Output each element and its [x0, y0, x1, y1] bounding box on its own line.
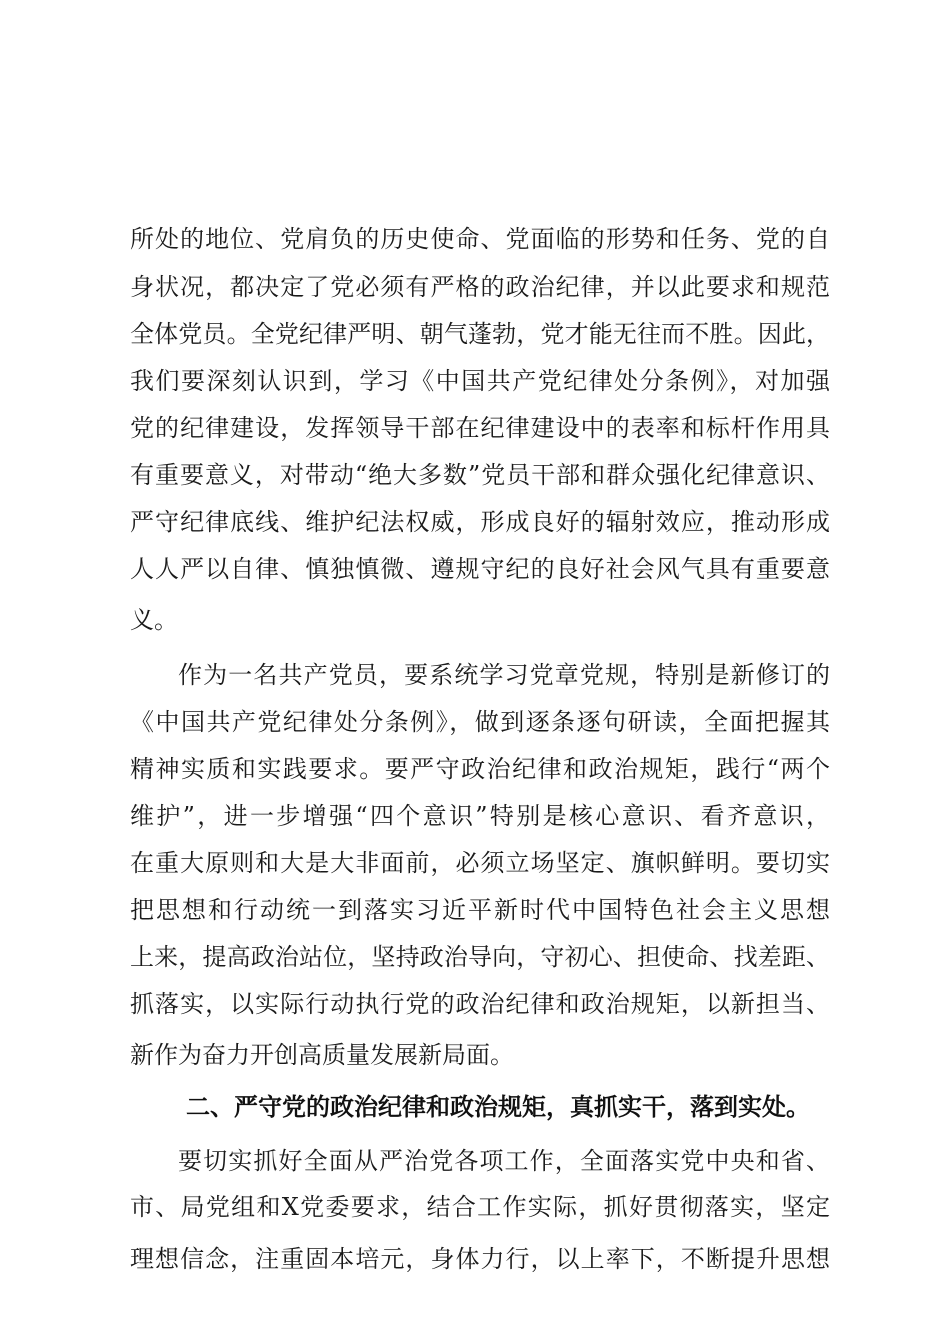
text-line: 上来，提高政治站位，坚持政治导向，守初心、担使命、找差距、 [130, 943, 830, 971]
text-line: 我们要深刻认识到，学习《中国共产党纪律处分条例》，对加强 [130, 367, 830, 395]
text-line: 把思想和行动统一到落实习近平新时代中国特色社会主义思想 [130, 896, 830, 924]
text-line: 身状况，都决定了党必须有严格的政治纪律，并以此要求和规范 [130, 273, 830, 301]
section-heading: 二、严守党的政治纪律和政治规矩，真抓实干，落到实处。 [186, 1093, 810, 1121]
text-line: 《中国共产党纪律处分条例》，做到逐条逐句研读，全面把握其 [130, 708, 830, 736]
text-line: 有重要意义，对带动“绝大多数”党员干部和群众强化纪律意识、 [130, 461, 830, 489]
text-line: 全体党员。全党纪律严明、朝气蓬勃，党才能无往而不胜。因此， [130, 320, 830, 348]
text-line: 所处的地位、党肩负的历史使命、党面临的形势和任务、党的自 [130, 225, 830, 253]
text-line: 义。 [130, 606, 178, 634]
text-line: 人人严以自律、慎独慎微、遵规守纪的良好社会风气具有重要意 [130, 555, 830, 583]
text-line: 理想信念，注重固本培元，身体力行，以上率下，不断提升思想 [130, 1245, 830, 1273]
text-line: 作为一名共产党员，要系统学习党章党规，特别是新修订的 [178, 661, 830, 689]
text-line: 要切实抓好全面从严治党各项工作，全面落实党中央和省、 [178, 1147, 830, 1175]
text-line: 抓落实，以实际行动执行党的政治纪律和政治规矩，以新担当、 [130, 990, 830, 1018]
text-line: 严守纪律底线、维护纪法权威，形成良好的辐射效应，推动形成 [130, 508, 830, 536]
text-line: 维护”，进一步增强“四个意识”特别是核心意识、看齐意识， [130, 802, 830, 830]
text-line: 党的纪律建设，发挥领导干部在纪律建设中的表率和标杆作用具 [130, 414, 830, 442]
text-line: 在重大原则和大是大非面前，必须立场坚定、旗帜鲜明。要切实 [130, 849, 830, 877]
text-line: 精神实质和实践要求。要严守政治纪律和政治规矩，践行“两个 [130, 755, 830, 783]
text-line: 新作为奋力开创高质量发展新局面。 [130, 1041, 514, 1069]
text-line: 市、局党组和X党委要求，结合工作实际，抓好贯彻落实，坚定 [130, 1193, 830, 1221]
